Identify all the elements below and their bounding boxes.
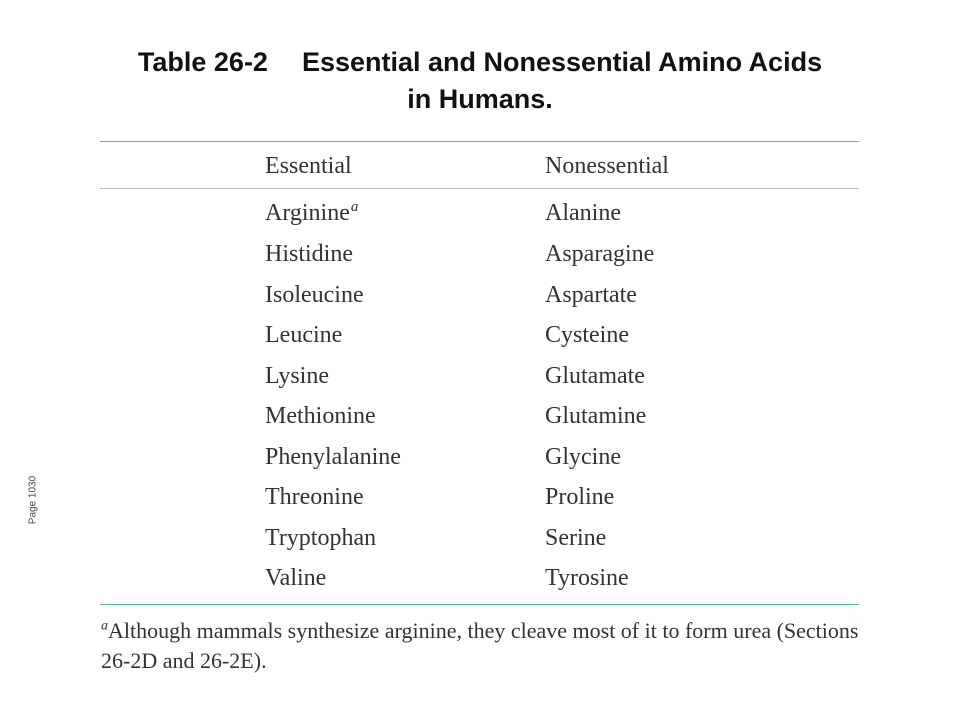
table-title bbox=[60, 44, 900, 118]
table-cell-essential bbox=[265, 198, 358, 228]
table-cell-nonessential: Proline bbox=[545, 484, 615, 510]
table-cell-nonessential: Asparagine bbox=[545, 241, 655, 267]
table-cell-essential: Lysine bbox=[265, 363, 329, 389]
table-cell-nonessential: Glutamine bbox=[545, 403, 647, 429]
table-top-rule bbox=[100, 141, 859, 142]
header-nonessential: Nonessential bbox=[545, 153, 669, 179]
table-footnote bbox=[101, 616, 861, 676]
table-title-line2: in Humans. bbox=[407, 84, 553, 114]
table-cell-essential: Leucine bbox=[265, 322, 343, 348]
table-cell-essential: Histidine bbox=[265, 241, 353, 267]
table-cell-nonessential: Alanine bbox=[545, 200, 621, 226]
table-cell-essential: Threonine bbox=[265, 484, 364, 510]
footnote-marker: a bbox=[350, 199, 359, 215]
table-title-line1: Essential and Nonessential Amino Acids bbox=[301, 47, 823, 77]
footnote-text: Although mammals synthesize arginine, they cleave most of it to form urea (Sections 26-2D and 26-2E). bbox=[101, 618, 859, 673]
table-cell-essential: Phenylalanine bbox=[265, 444, 401, 470]
footnote-marker: a bbox=[101, 618, 108, 634]
table-cell-essential: Tryptophan bbox=[265, 525, 377, 551]
table-number: Table 26-2 bbox=[137, 47, 268, 77]
table-cell-nonessential: Glutamate bbox=[545, 363, 645, 389]
table-cell-nonessential: Aspartate bbox=[545, 282, 637, 308]
table-cell-essential: Isoleucine bbox=[265, 282, 364, 308]
page-label: Page 1030 bbox=[27, 475, 39, 525]
table-cell-essential: Methionine bbox=[265, 403, 376, 429]
table-cell-nonessential: Serine bbox=[545, 525, 607, 551]
table-cell-nonessential: Glycine bbox=[545, 444, 621, 470]
table-bottom-rule bbox=[100, 604, 859, 605]
table-cell-essential: Valine bbox=[265, 565, 327, 591]
cell-text: Arginine bbox=[265, 200, 350, 226]
table-cell-nonessential: Cysteine bbox=[545, 322, 629, 348]
header-essential: Essential bbox=[265, 153, 352, 179]
table-header-rule bbox=[100, 188, 859, 189]
table-cell-nonessential: Tyrosine bbox=[545, 565, 629, 591]
